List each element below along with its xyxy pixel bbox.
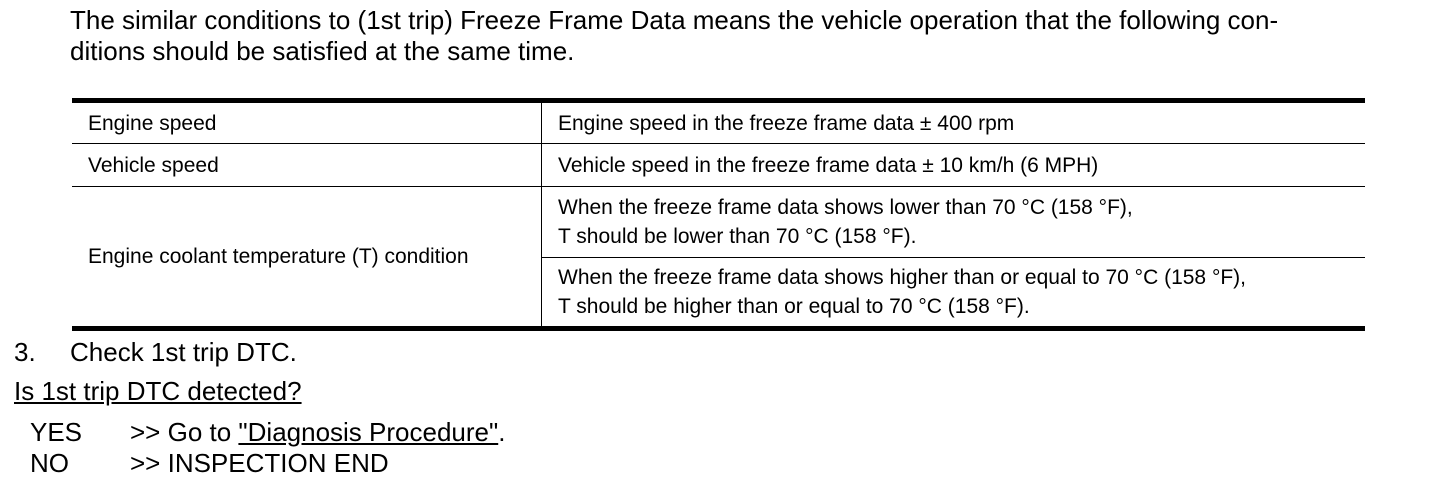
answer-no	[30, 448, 505, 479]
condition-value-lower	[542, 187, 1366, 258]
condition-value-higher-line-2: T should be higher than or equal to 70 °C (158 °F).	[558, 295, 1030, 318]
intro-line-2: ditions should be satisfied at the same time.	[70, 36, 575, 66]
table-row-engine-speed	[72, 101, 1365, 144]
answer-no-key: NO	[30, 448, 69, 478]
question-heading: Is 1st trip DTC detected?	[14, 376, 302, 406]
answer-no-text: >> INSPECTION END	[130, 448, 389, 478]
answer-yes-prefix: >> Go to	[130, 417, 239, 447]
step-heading	[14, 337, 297, 368]
intro-paragraph	[70, 5, 1430, 67]
answer-yes-suffix: .	[498, 417, 506, 447]
step-text: Check 1st trip DTC.	[70, 337, 297, 367]
diagnosis-procedure-link[interactable]: "Diagnosis Procedure"	[238, 417, 499, 447]
condition-label: Vehicle speed	[72, 144, 542, 187]
intro-line-1: The similar conditions to (1st trip) Freeze Frame Data means the vehicle operation that the following con-	[70, 5, 1279, 35]
answer-list	[30, 417, 505, 479]
condition-label: Engine speed	[72, 101, 542, 144]
condition-value-higher	[542, 258, 1366, 329]
condition-value-lower-line-1: When the freeze frame data shows lower than 70 °C (158 °F),	[558, 196, 1133, 219]
condition-value-higher-line-1: When the freeze frame data shows higher than or equal to 70 °C (158 °F),	[558, 266, 1246, 289]
condition-label: Engine coolant temperature (T) condition	[72, 187, 542, 329]
table-row-vehicle-speed	[72, 144, 1365, 187]
condition-value-lower-line-2: T should be lower than 70 °C (158 °F).	[558, 225, 917, 248]
conditions-table	[72, 98, 1365, 331]
answer-yes	[30, 417, 505, 448]
answer-yes-key: YES	[30, 417, 83, 447]
condition-value: Vehicle speed in the freeze frame data ± 10 km/h (6 MPH)	[542, 144, 1366, 187]
table-row-coolant-temp	[72, 187, 1365, 258]
condition-value: Engine speed in the freeze frame data ± 400 rpm	[542, 101, 1366, 144]
step-number: 3.	[14, 337, 36, 367]
